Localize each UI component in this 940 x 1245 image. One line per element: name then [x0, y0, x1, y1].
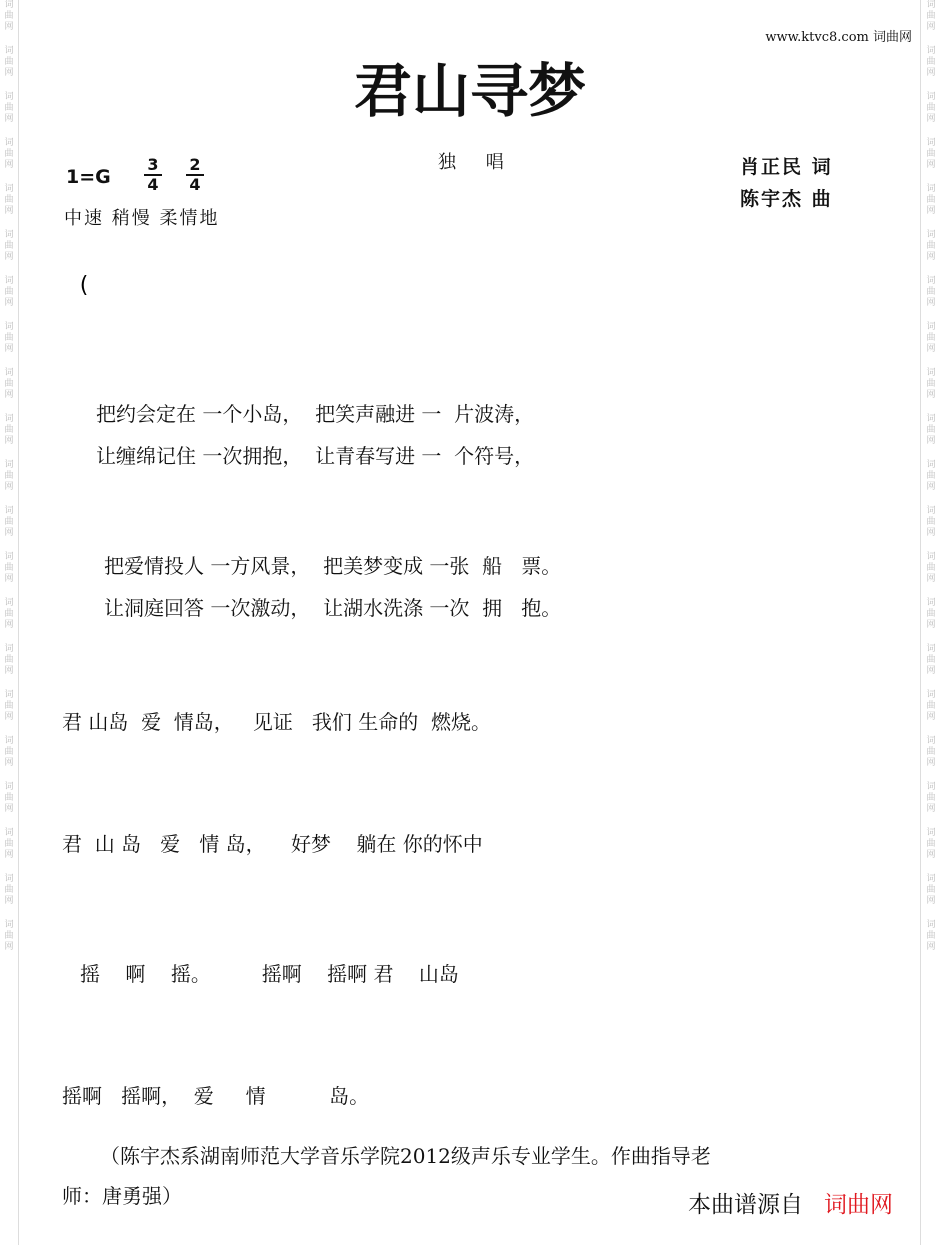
- tempo-marking: 中速 稍慢 柔情地: [64, 208, 220, 229]
- time-signature-2-4: 2 4: [186, 156, 204, 194]
- footer-source-label: 本曲谱源自: [688, 1192, 803, 1218]
- time-signature-3-4: 3 4: [144, 156, 162, 194]
- composer-credit: 陈宇杰 曲: [740, 188, 833, 210]
- lyrics-row3-verse2: 让洞庭回答 一次激动， 让湖水洗涤 一次 拥 抱。: [104, 596, 562, 620]
- lyrics-row7: 摇啊 摇啊， 爱 情 岛。: [62, 1084, 370, 1108]
- lyrics-row5: 君 山 岛 爱 情 岛， 好梦 躺在 你的怀中: [62, 832, 483, 856]
- paren-open: (: [79, 273, 89, 298]
- performance-type: 独 唱: [438, 152, 516, 173]
- site-url[interactable]: www.ktvc8.com 词曲网: [765, 30, 912, 45]
- lyricist-credit: 肖正民 词: [740, 156, 833, 178]
- lyrics-row2-verse2: 让缠绵记住 一次拥抱， 让青春写进 一 个符号，: [96, 444, 535, 468]
- side-watermark-right: 词 曲 网 词 曲 网 词 曲 网 词 曲 网 词 曲 网 词 曲 网 词 曲 网 词 曲 网 词 曲 网 词 曲 网 词 曲 网 词 曲 网 词 曲 网 词 曲 网 词 曲 网 词 曲 网 词 曲 网 词 曲 网 词 曲 网 词 曲 网 词 曲 网: [926, 0, 936, 952]
- composer-note-line2: 师：唐勇强）: [62, 1184, 182, 1208]
- lyrics-row6: 摇 啊 摇。 摇啊 摇啊 君 山岛: [80, 962, 459, 986]
- lyrics-row4: 君 山岛 爱 情岛， 见证 我们 生命的 燃烧。: [62, 710, 492, 734]
- lyrics-row3-verse1: 把爱情投人 一方风景， 把美梦变成 一张 船 票。: [104, 554, 562, 578]
- lyrics-row2-verse1: 把约会定在 一个小岛， 把笑声融进 一 片波涛，: [96, 402, 535, 426]
- key-signature: 1=G: [66, 166, 111, 188]
- side-watermark-left: 词 曲 网 词 曲 网 词 曲 网 词 曲 网 词 曲 网 词 曲 网 词 曲 网 词 曲 网 词 曲 网 词 曲 网 词 曲 网 词 曲 网 词 曲 网 词 曲 网 词 曲 网 词 曲 网 词 曲 网 词 曲 网 词 曲 网 词 曲 网 词 曲 网: [4, 0, 14, 952]
- footer-site-link[interactable]: 词曲网: [824, 1192, 893, 1218]
- song-title: 君山寻梦: [353, 57, 586, 125]
- composer-note-line1: （陈宇杰系湖南师范大学音乐学院2012级声乐专业学生。作曲指导老: [100, 1144, 711, 1168]
